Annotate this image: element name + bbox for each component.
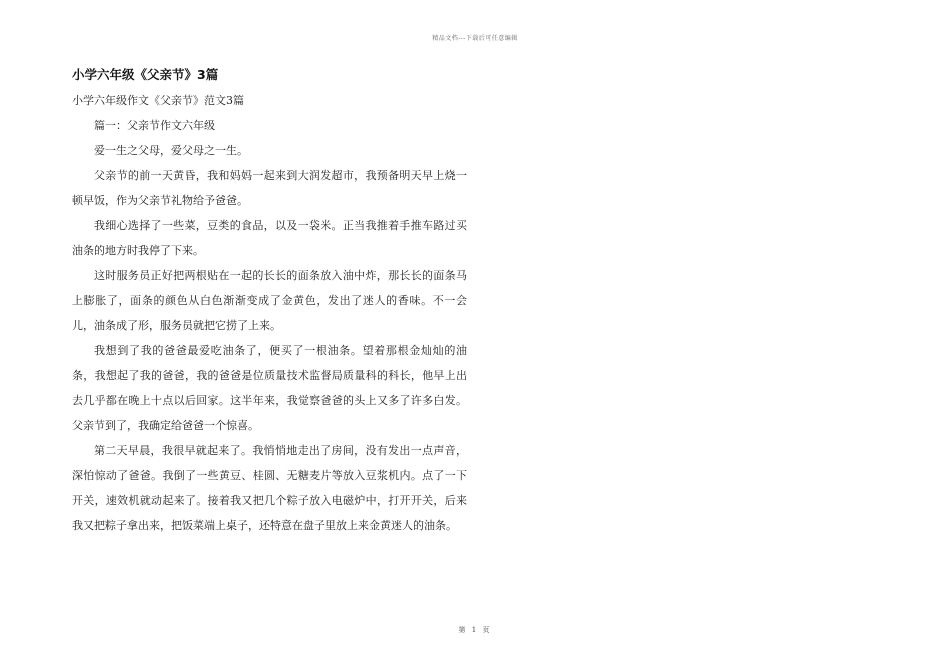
document-title: 小学六年级《父亲节》3篇 — [72, 67, 219, 82]
document-page — [72, 66, 467, 538]
paragraph-morning: 第二天早晨，我很早就起来了。我悄悄地走出了房间，没有发出一点声音，深怕惊动了爸爸。我倒了一些黄豆、桂圆、无糖麦片等放入豆浆机内。点了一下开关，速效机就动起来了。接着我又把几个粽子放入电磁炉中，打开开关，后来我又把粽子拿出来，把饭菜端上桌子，还特意在盘子里放上来金黄迷人的油条。 — [72, 444, 467, 532]
paragraph-fried-dough: 这时服务员正好把两根贴在一起的长长的面条放入油中炸，那长长的面条马上膨胀了，面条的颜色从白色渐渐变成了金黄色，发出了迷人的香味。不一会儿，油条成了形，服务员就把它捞了上来。 — [72, 269, 467, 332]
page-number: 第 1 页 — [458, 626, 492, 634]
paragraph-shopping: 我细心选择了一些菜，豆类的食品，以及一袋米。正当我推着手推车路过买油条的地方时我停了下来。 — [72, 219, 467, 257]
paragraph-section-heading: 篇一：父亲节作文六年级 — [94, 119, 215, 132]
document-subtitle: 小学六年级作文《父亲节》范文3篇 — [72, 94, 244, 107]
header-note: 精品文档---下载后可任意编辑 — [432, 35, 518, 42]
paragraph-motto: 爱一生之父母，爱父母之一生。 — [94, 144, 248, 157]
paragraph-supermarket: 父亲节的前一天黄昏，我和妈妈一起来到大润发超市，我预备明天早上烧一顿早饭，作为父亲节礼物给予爸爸。 — [72, 169, 467, 207]
paragraph-father: 我想到了我的爸爸最爱吃油条了，便买了一根油条。望着那根金灿灿的油条，我想起了我的爸爸，我的爸爸是位质量技术监督局质量科的科长，他早上出去几乎都在晚上十点以后回家。这半年来，我觉察爸爸的头上又多了许多白发。父亲节到了，我确定给爸爸一个惊喜。 — [72, 344, 467, 432]
